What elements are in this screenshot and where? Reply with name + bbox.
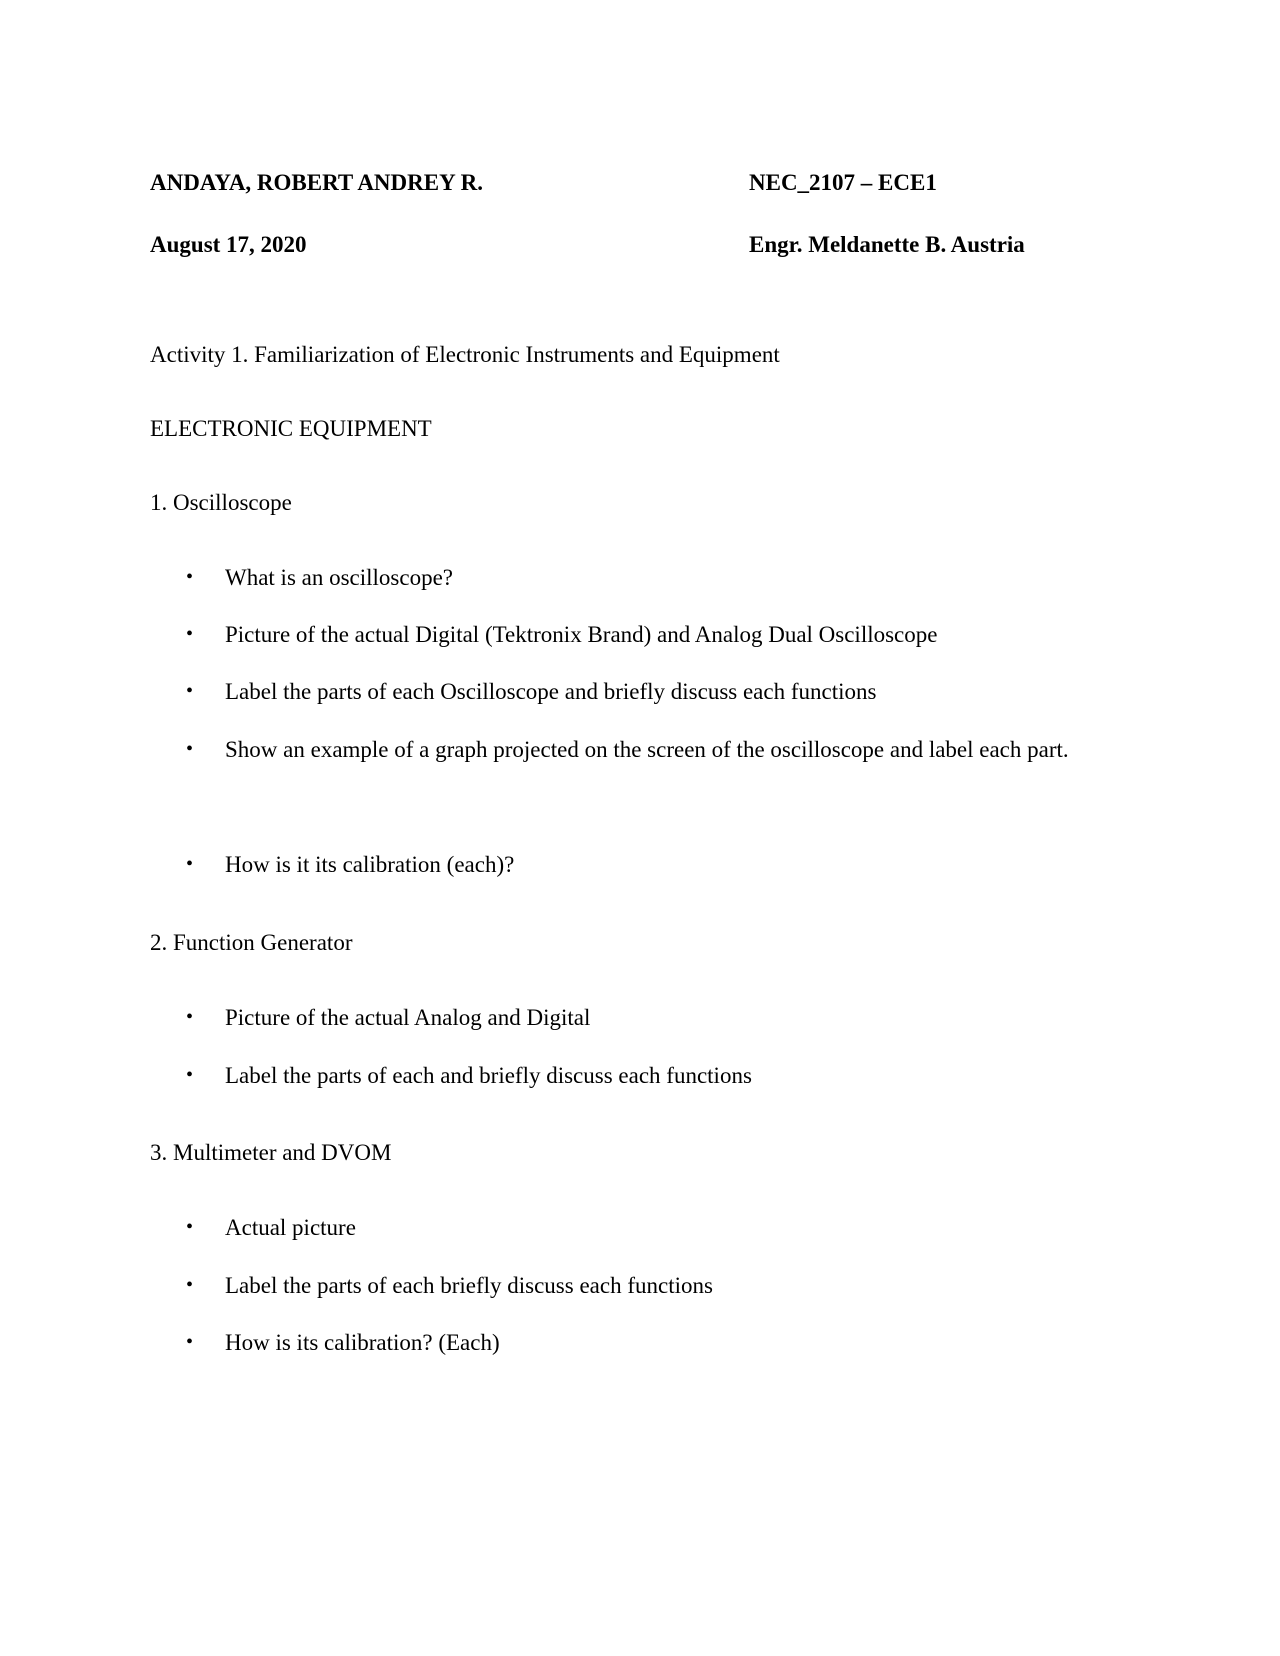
list-item-text: Label the parts of each Oscilloscope and briefly discuss each functions (225, 679, 877, 704)
section-title: ELECTRONIC EQUIPMENT (150, 416, 432, 441)
student-name: ANDAYA, ROBERT ANDREY R. (150, 170, 483, 195)
course-code: NEC_2107 – ECE1 (749, 170, 937, 195)
list-item-text: Picture of the actual Analog and Digital (225, 1005, 591, 1030)
list-item-text: How is it its calibration (each)? (225, 852, 515, 877)
bullet-icon: • (186, 1006, 194, 1028)
list-item-text: Actual picture (225, 1215, 356, 1240)
list-item-text: Show an example of a graph projected on the screen of the oscilloscope and label each part. (225, 737, 1069, 762)
section-heading-multimeter: 3. Multimeter and DVOM (150, 1140, 392, 1165)
list-item-text: Label the parts of each and briefly discuss each functions (225, 1063, 752, 1088)
list-item-text: What is an oscilloscope? (225, 565, 454, 590)
bullet-icon: • (186, 623, 194, 645)
bullet-icon: • (186, 1216, 194, 1238)
document-date: August 17, 2020 (150, 232, 307, 257)
bullet-icon: • (186, 738, 194, 760)
section-heading-function-generator: 2. Function Generator (150, 930, 353, 955)
list-item-text: Picture of the actual Digital (Tektronix Brand) and Analog Dual Oscilloscope (225, 622, 938, 647)
bullet-icon: • (186, 853, 194, 875)
bullet-icon: • (186, 680, 194, 702)
activity-title: Activity 1. Familiarization of Electronic Instruments and Equipment (150, 342, 780, 367)
list-item-text: Label the parts of each briefly discuss each functions (225, 1273, 713, 1298)
bullet-icon: • (186, 566, 194, 588)
bullet-icon: • (186, 1064, 194, 1086)
bullet-icon: • (186, 1331, 194, 1353)
instructor-name: Engr. Meldanette B. Austria (749, 232, 1025, 257)
bullet-icon: • (186, 1274, 194, 1296)
section-heading-oscilloscope: 1. Oscilloscope (150, 490, 292, 515)
list-item-text: How is its calibration? (Each) (225, 1330, 500, 1355)
